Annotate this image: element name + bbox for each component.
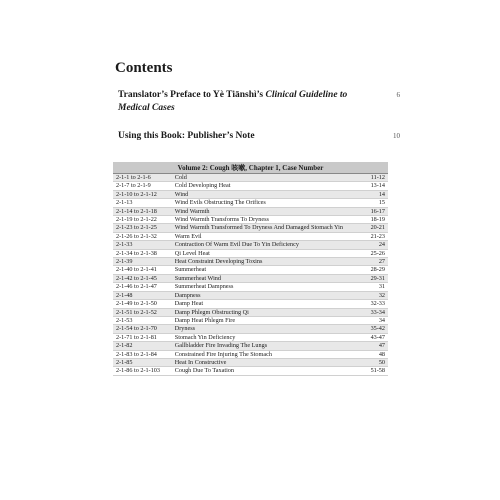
table-header: Volume 2: Cough 咳嗽, Chapter 1, Case Number [113, 162, 388, 174]
case-page: 50 [346, 358, 388, 366]
case-number: 2-1-42 to 2-1-45 [113, 274, 172, 282]
case-page: 35-42 [346, 325, 388, 333]
table-row[interactable] [113, 358, 388, 366]
case-page: 27 [346, 258, 388, 266]
case-title: Dryness [172, 325, 346, 333]
case-page: 32 [346, 291, 388, 299]
case-number: 2-1-33 [113, 241, 172, 249]
table-row[interactable] [113, 232, 388, 240]
case-page: 21-23 [346, 232, 388, 240]
table-row[interactable] [113, 367, 388, 375]
case-rows [113, 174, 388, 376]
case-title: Wind [172, 190, 346, 198]
table-row[interactable] [113, 249, 388, 257]
case-title: Wind Warmth Transformed To Dryness And Damaged Stomach Yin [172, 224, 346, 232]
toc-entry-italic-title: Clinical Guideline to Medical Cases [118, 90, 348, 113]
case-number: 2-1-40 to 2-1-41 [113, 266, 172, 274]
table-row[interactable] [113, 241, 388, 249]
case-title: Warm Evil [172, 232, 346, 240]
case-number: 2-1-39 [113, 258, 172, 266]
case-title: Gallbladder Fire Invading The Lungs [172, 342, 346, 350]
case-title: Summerheat Dampness [172, 283, 346, 291]
table-row[interactable] [113, 224, 388, 232]
case-page: 25-26 [346, 249, 388, 257]
case-number: 2-1-85 [113, 358, 172, 366]
case-page: 48 [346, 350, 388, 358]
case-title: Summerheat [172, 266, 346, 274]
toc-entry-title [118, 130, 368, 143]
case-title: Contraction Of Warm Evil Due To Yin Deficiency [172, 241, 346, 249]
case-title: Wind Warmth [172, 207, 346, 215]
case-number-table [113, 162, 388, 376]
case-number: 2-1-54 to 2-1-70 [113, 325, 172, 333]
case-number: 2-1-83 to 2-1-84 [113, 350, 172, 358]
case-title: Heat Constraint Developing Toxins [172, 258, 346, 266]
case-page: 15 [346, 199, 388, 207]
table-row[interactable] [113, 216, 388, 224]
table-row[interactable] [113, 350, 388, 358]
case-title: Summerheat Wind [172, 274, 346, 282]
toc-entry-prefix: Using this Book: Publisher’s Note [118, 131, 255, 141]
case-page: 32-33 [346, 300, 388, 308]
table-row[interactable] [113, 308, 388, 316]
table-row[interactable] [113, 291, 388, 299]
case-number: 2-1-34 to 2-1-38 [113, 249, 172, 257]
table-row[interactable] [113, 182, 388, 190]
case-page: 16-17 [346, 207, 388, 215]
case-number: 2-1-1 to 2-1-6 [113, 174, 172, 182]
case-title: Cough Due To Taxation [172, 367, 346, 375]
table-row[interactable] [113, 199, 388, 207]
case-title: Cold Developing Heat [172, 182, 346, 190]
table-row[interactable] [113, 266, 388, 274]
case-number: 2-1-49 to 2-1-50 [113, 300, 172, 308]
case-title: Damp Heat Phlegm Fire [172, 316, 346, 324]
table-row[interactable] [113, 333, 388, 341]
table-row[interactable] [113, 283, 388, 291]
case-page: 11-12 [346, 174, 388, 182]
case-number: 2-1-7 to 2-1-9 [113, 182, 172, 190]
case-number: 2-1-51 to 2-1-52 [113, 308, 172, 316]
case-title: Wind Evils Obstructing The Orifices [172, 199, 346, 207]
table-row[interactable] [113, 190, 388, 198]
toc-entry-publishers-note[interactable] [118, 130, 400, 143]
case-title: Wind Warmth Transforms To Dryness [172, 216, 346, 224]
table-row[interactable] [113, 207, 388, 215]
case-number: 2-1-82 [113, 342, 172, 350]
toc-entry-page: 6 [396, 91, 400, 99]
table-row[interactable] [113, 342, 388, 350]
toc-entry-page: 10 [393, 132, 400, 140]
case-number: 2-1-14 to 2-1-18 [113, 207, 172, 215]
toc-entry-title [118, 89, 368, 115]
case-page: 20-21 [346, 224, 388, 232]
case-page: 24 [346, 241, 388, 249]
case-page: 18-19 [346, 216, 388, 224]
case-page: 31 [346, 283, 388, 291]
case-title: Damp Phlegm Obstructing Qi [172, 308, 346, 316]
case-page: 28-29 [346, 266, 388, 274]
case-title: Damp Heat [172, 300, 346, 308]
case-page: 13-14 [346, 182, 388, 190]
case-title: Dampness [172, 291, 346, 299]
table-row[interactable] [113, 274, 388, 282]
case-page: 43-47 [346, 333, 388, 341]
case-page: 47 [346, 342, 388, 350]
case-title: Stomach Yin Deficiency [172, 333, 346, 341]
table-row[interactable] [113, 258, 388, 266]
toc-entry-prefix: Translator’s Preface to Yè Tiānshì’s [118, 90, 266, 100]
case-title: Cold [172, 174, 346, 182]
case-title: Qi Level Heat [172, 249, 346, 257]
toc-entry-translators-preface[interactable] [118, 89, 400, 115]
table-row[interactable] [113, 174, 388, 182]
case-page: 29-31 [346, 274, 388, 282]
case-page: 14 [346, 190, 388, 198]
case-number: 2-1-13 [113, 199, 172, 207]
page-title: Contents [115, 60, 173, 76]
case-number: 2-1-48 [113, 291, 172, 299]
table-row[interactable] [113, 316, 388, 324]
case-number: 2-1-53 [113, 316, 172, 324]
table-row[interactable] [113, 325, 388, 333]
case-page: 51-58 [346, 367, 388, 375]
case-number: 2-1-46 to 2-1-47 [113, 283, 172, 291]
case-title: Heat In Constructive [172, 358, 346, 366]
case-number: 2-1-26 to 2-1-32 [113, 232, 172, 240]
case-page: 34 [346, 316, 388, 324]
case-number: 2-1-19 to 2-1-22 [113, 216, 172, 224]
case-number: 2-1-86 to 2-1-103 [113, 367, 172, 375]
case-number: 2-1-10 to 2-1-12 [113, 190, 172, 198]
case-title: Constrained Fire Injuring The Stomach [172, 350, 346, 358]
case-number: 2-1-71 to 2-1-81 [113, 333, 172, 341]
case-number: 2-1-23 to 2-1-25 [113, 224, 172, 232]
case-page: 33-34 [346, 308, 388, 316]
table-row[interactable] [113, 300, 388, 308]
